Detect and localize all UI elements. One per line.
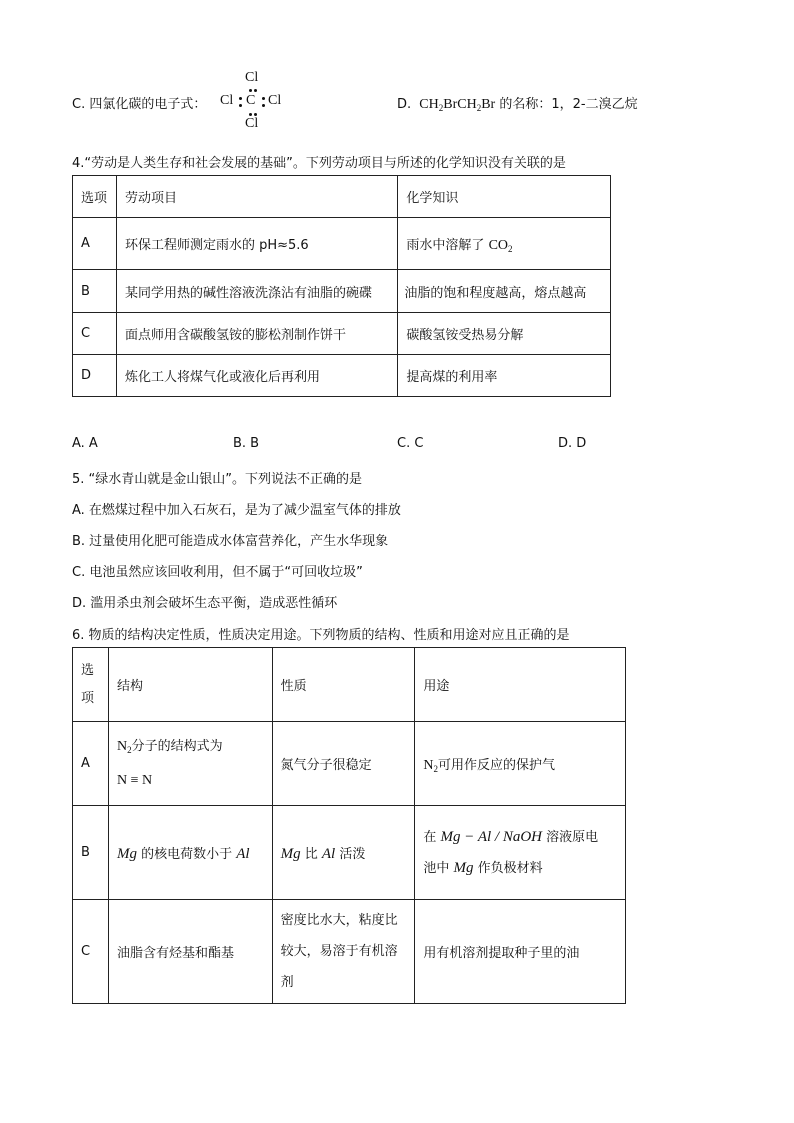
- ccl4-cl-right: Cl: [268, 93, 282, 108]
- q6-stem: 6. 物质的结构决定性质，性质决定用途。下列物质的结构、性质和用途对应且正确的是: [72, 628, 570, 643]
- ccl4-cl-left: Cl: [220, 93, 234, 108]
- header-option: 选项: [73, 176, 117, 218]
- q3-option-d-label: D.: [397, 97, 412, 112]
- table-row: [73, 806, 626, 900]
- q5-stem: 5. “绿水青山就是金山银山”。下列说法不正确的是: [72, 472, 363, 487]
- electron-dot: [249, 113, 252, 116]
- row-labor-item: 炼化工人将煤气化或液化后再利用: [116, 355, 397, 397]
- header-property: 性质: [272, 648, 415, 722]
- q4-answer-c: C. C: [397, 436, 424, 451]
- row-option: C: [73, 313, 117, 355]
- electron-dot: [239, 97, 242, 100]
- row-chem-knowledge: 碳酸氢铵受热易分解: [398, 313, 611, 355]
- electron-dot: [239, 104, 242, 107]
- q4-answer-a: A. A: [72, 436, 98, 451]
- electron-dot: [254, 89, 257, 92]
- table-header-row: [73, 176, 611, 218]
- electron-dot: [249, 89, 252, 92]
- electron-dot: [262, 97, 265, 100]
- row-use: 在 Mg − Al / NaOH 溶液原电 池中 Mg 作负极材料: [415, 806, 626, 900]
- row-option: B: [73, 806, 109, 900]
- table-row: [73, 355, 611, 397]
- header-option: 选 项: [73, 648, 109, 722]
- row-property: 密度比水大，粘度比 较大，易溶于有机溶 剂: [272, 900, 415, 1004]
- row-property: 氮气分子很稳定: [272, 722, 415, 806]
- header-labor-item: 劳动项目: [116, 176, 397, 218]
- row-option: A: [73, 722, 109, 806]
- row-property: Mg 比 Al 活泼: [272, 806, 415, 900]
- header-use: 用途: [415, 648, 626, 722]
- row-labor-item: 面点师用含碳酸氢铵的膨松剂制作饼干: [116, 313, 397, 355]
- row-chem-knowledge: 油脂的饱和程度越高，熔点越高: [398, 270, 611, 313]
- table-row: [73, 722, 626, 806]
- q4-answer-d: D. D: [558, 436, 587, 451]
- q4-stem: 4.“劳动是人类生存和社会发展的基础”。下列劳动项目与所述的化学知识没有关联的是: [72, 156, 566, 171]
- row-labor-item: 某同学用热的碱性溶液洗涤沾有油脂的碗碟: [116, 270, 397, 313]
- row-structure: $N_2$分子的结构式为 N ≡ N: [108, 722, 272, 806]
- row-option: A: [73, 218, 117, 270]
- q5-option-b: B. 过量使用化肥可能造成水体富营养化，产生水华现象: [72, 534, 389, 549]
- electron-dot: [254, 113, 257, 116]
- q3-option-c-label: C. 四氯化碳的电子式：: [72, 97, 207, 112]
- dibromoethane-formula: $CH_2BrCH_2Br$: [419, 97, 496, 113]
- row-use: 用有机溶剂提取种子里的油: [415, 900, 626, 1004]
- ccl4-cl-top: Cl: [245, 70, 259, 85]
- q5-option-c: C. 电池虽然应该回收利用，但不属于“可回收垃圾”: [72, 565, 363, 580]
- row-option: B: [73, 270, 117, 313]
- row-chem-knowledge: 雨水中溶解了 $CO_2$: [398, 218, 611, 270]
- row-structure: 油脂含有烃基和酯基: [108, 900, 272, 1004]
- row-labor-item: 环保工程师测定雨水的 pH≈5.6: [116, 218, 397, 270]
- q3-option-d-text: 的名称：1，2-二溴乙烷: [499, 97, 638, 112]
- row-chem-knowledge: 提高煤的利用率: [398, 355, 611, 397]
- ccl4-c-center: C: [246, 93, 256, 108]
- table-row: [73, 270, 611, 313]
- table-row: [73, 218, 611, 270]
- header-chem-knowledge: 化学知识: [398, 176, 611, 218]
- q4-answer-b: B. B: [233, 436, 260, 451]
- electron-dot: [262, 104, 265, 107]
- table-header-row: [73, 648, 626, 722]
- q5-option-a: A. 在燃煤过程中加入石灰石，是为了减少温室气体的排放: [72, 503, 401, 518]
- row-option: C: [73, 900, 109, 1004]
- ccl4-cl-bottom: Cl: [245, 116, 259, 131]
- q5-option-d: D. 滥用杀虫剂会破坏生态平衡，造成恶性循环: [72, 596, 338, 611]
- row-structure: Mg 的核电荷数小于 Al: [108, 806, 272, 900]
- table-row: [73, 313, 611, 355]
- q6-table: [72, 647, 626, 1004]
- row-use: $N_2$可用作反应的保护气: [415, 722, 626, 806]
- q4-table: [72, 175, 611, 397]
- table-row: [73, 900, 626, 1004]
- q3-option-d: [397, 93, 638, 113]
- header-structure: 结构: [108, 648, 272, 722]
- row-option: D: [73, 355, 117, 397]
